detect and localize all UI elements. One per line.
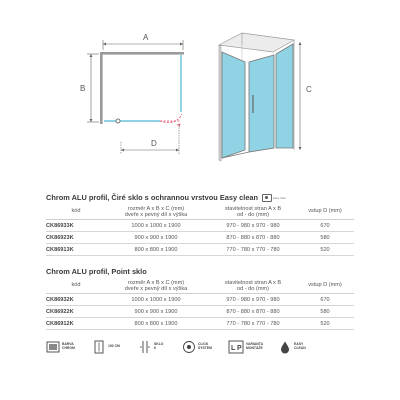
table-row [46,244,354,256]
cell-vstup: 580 [320,234,330,241]
section-title-point [46,267,147,276]
plan-view [80,33,184,154]
height-label: 190 CM [108,344,120,348]
dimension-d-label: D [151,139,157,148]
cell-rozmer: 1000 x 1000 x 1900 [131,296,181,303]
cell-vstup: 520 [320,320,330,327]
click-system-icon [182,340,196,354]
cell-rozmer: 800 x 800 x 1900 [134,246,178,253]
cell-rozmer: 800 x 800 x 1900 [134,320,178,327]
easy-clean-badge-text: Easy clean [273,196,286,200]
section-title-text: Chrom ALU profil, Point sklo [46,267,147,276]
cell-kod: CK86933K [46,222,74,229]
svg-text:L: L [231,345,236,352]
table-row [46,294,354,306]
perspective-view [219,33,312,161]
height-icon [92,340,106,354]
cell-kod: CK86922K [46,308,74,315]
cell-kod: CK86932K [46,296,74,303]
cell-kod: CK86913K [46,246,74,253]
chrome-profile-label: BARVA CHROM [62,342,75,350]
cell-stavitelnost: 870 - 880 x 870 - 880 [226,308,280,315]
section-title-easy-clean [46,193,286,202]
lr-mount-label: VARIANTA MONTÁŽE [246,342,264,350]
table-header [46,205,354,220]
dimension-diagram [0,0,400,182]
glass-thickness-label: SKLO 6 [154,342,164,350]
cell-stavitelnost: 970 - 980 x 970 - 980 [226,222,280,229]
cell-vstup: 670 [320,296,330,303]
section-title-text: Chrom ALU profil, Čiré sklo s ochrannou vrstvou Easy clean [46,193,259,202]
cell-rozmer: 900 x 900 x 1900 [134,234,178,241]
cell-rozmer: 900 x 900 x 1900 [134,308,178,315]
easy-clean-label: EASY CLEAN [294,342,306,350]
product-table-point [46,279,354,330]
table-row [46,220,354,232]
header-stavitelnost: stavitelnost stran A x B od - do (mm) [224,206,282,218]
product-table-easy-clean [46,205,354,256]
table-row [46,318,354,330]
table-header [46,279,354,294]
cell-kod: CK86923K [46,234,74,241]
glass-thickness-icon [138,340,152,354]
header-rozmer: rozměr A x B x C (mm) dveře x pevný díl x výška [124,206,188,218]
chrome-profile-icon [46,340,60,354]
header-vstup: vstup D (mm) [308,208,342,214]
cell-stavitelnost: 770 - 780 x 770 - 780 [226,320,280,327]
cell-stavitelnost: 870 - 880 x 870 - 880 [226,234,280,241]
cell-vstup: 520 [320,246,330,253]
dimension-a-label: A [143,33,149,42]
cell-kod: CK86912K [46,320,74,327]
table-row [46,232,354,244]
cell-rozmer: 1000 x 1000 x 1900 [131,222,181,229]
easy-clean-icon [278,340,292,354]
cell-stavitelnost: 970 - 980 x 970 - 980 [226,296,280,303]
table-row [46,306,354,318]
header-vstup: vstup D (mm) [308,282,342,288]
cell-vstup: 670 [320,222,330,229]
dimension-b-label: B [80,84,86,93]
cell-stavitelnost: 770 - 780 x 770 - 780 [226,246,280,253]
cell-vstup: 580 [320,308,330,315]
header-kod: kód [71,282,81,288]
svg-text:P: P [237,345,242,352]
click-system-label: CLICK SYSTEM [198,342,212,350]
lr-mount-icon [228,340,244,354]
easy-clean-badge-icon [262,194,272,202]
dimension-c-label: C [306,85,312,94]
header-rozmer: rozměr A x B x C (mm) dveře x pevný díl x výška [124,280,188,292]
header-kod: kód [71,208,81,214]
feature-icons-strip [46,340,356,380]
header-stavitelnost: stavitelnost stran A x B od - do (mm) [224,280,282,292]
